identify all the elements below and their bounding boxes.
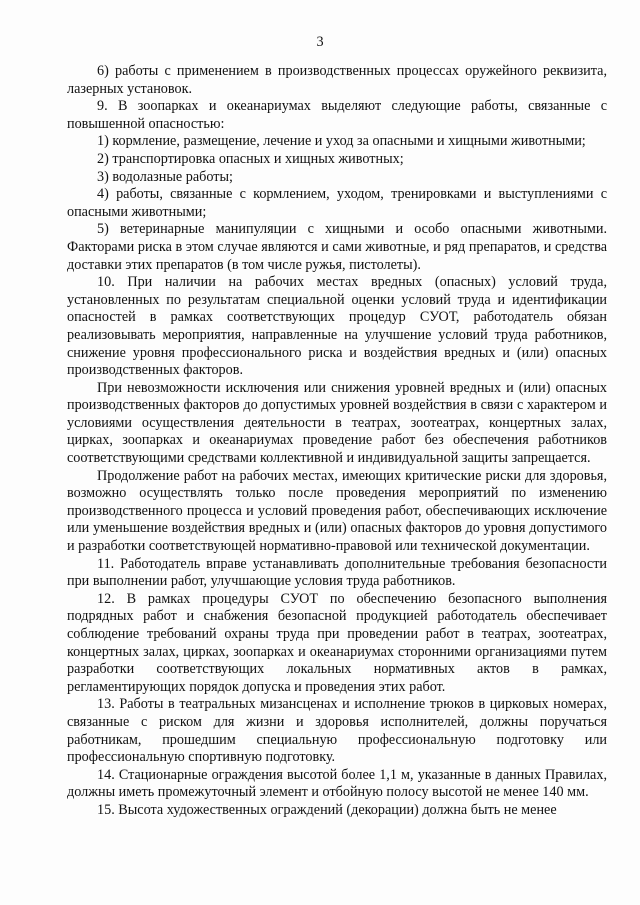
paragraph-clause-11: 11. Работодатель вправе устанавливать дополнительные требования безопасности при выполнении работ, улучшающие условия труда работников.: [67, 555, 607, 590]
paragraph-clause-10: 10. При наличии на рабочих местах вредных (опасных) условий труда, установленных по результатам специальной оценки условий труда и идентификации опасностей в рамках соответствующих процедур СУОТ, работодатель обязан реализовывать мероприятия, направленные на улучшение условий труда работников, снижение уровня профессионального риска и воздействия вредных и (или) опасных производственных факторов.: [67, 274, 607, 379]
paragraph-item-3: 3) водолазные работы;: [97, 168, 233, 185]
paragraph-item-1: 1) кормление, размещение, лечение и уход за опасными и хищными животными;: [97, 133, 586, 150]
paragraph-clause-12: 12. В рамках процедуры СУОТ по обеспечению безопасного выполнения подрядных работ и снабжения безопасной продукцией работодатель обеспечивает соблюдение требований охраны труда при проведении работ в театрах, зоотеатрах, концертных залах, цирках, зоопарках и океанариумах сторонними организациями путем разработки соответствующих локальных нормативных актов в рамках, регламентирующих порядок допуска и проведения этих работ.: [67, 590, 607, 695]
paragraph-item-6: 6) работы с применением в производственных процессах оружейного реквизита, лазерных установок.: [67, 63, 607, 97]
page-number: 3: [316, 34, 324, 50]
paragraph-item-4: 4) работы, связанные с кормлением, уходом, тренировками и выступлениями с опасными животными;: [67, 186, 607, 220]
paragraph-clause-15: 15. Высота художественных ограждений (декорации) должна быть не менее: [97, 801, 557, 818]
paragraph-item-2: 2) транспортировка опасных и хищных животных;: [97, 150, 404, 167]
paragraph-protection-requirement: При невозможности исключения или снижения уровней вредных и (или) опасных производственных факторов до допустимых уровней воздействия в связи с характером и условиями осуществления деятельности в театрах, зоотеатрах, концертных залах, цирках, зоопарках и океанариумах проведение работ без обеспечения работников соответствующими средствами коллективной и индивидуальной защиты запрещается.: [67, 379, 607, 467]
paragraph-clause-14: 14. Стационарные ограждения высотой более 1,1 м, указанные в данных Правилах, должны иметь промежуточный элемент и отбойную полосу высотой не менее 140 мм.: [67, 766, 607, 801]
paragraph-clause-13: 13. Работы в театральных мизансценах и исполнение трюков в цирковых номерах, связанные с риском для жизни и здоровья исполнителей, должны поручаться работникам, прошедшим специальную профессиональную подготовку или профессиональную спортивную подготовку.: [67, 696, 607, 766]
document-body: [67, 63, 607, 820]
paragraph-critical-risks: Продолжение работ на рабочих местах, имеющих критические риски для здоровья, возможно осуществлять только после проведения мероприятий по изменению производственного процесса и условий проведения работ, обеспечивающих исключение или уменьшение воздействия вредных и (или) опасных факторов до уровня допустимого и разработки соответствующей нормативно-правовой или технической документации.: [67, 467, 607, 555]
paragraph-clause-9: 9. В зоопарках и океанариумах выделяют следующие работы, связанные с повышенной опасностью:: [67, 98, 607, 132]
paragraph-item-5: 5) ветеринарные манипуляции с хищными и особо опасными животными. Факторами риска в этом случае являются и сами животные, и ряд препаратов, и средства доставки этих препаратов (в том числе ружья, пистолеты).: [67, 221, 607, 273]
